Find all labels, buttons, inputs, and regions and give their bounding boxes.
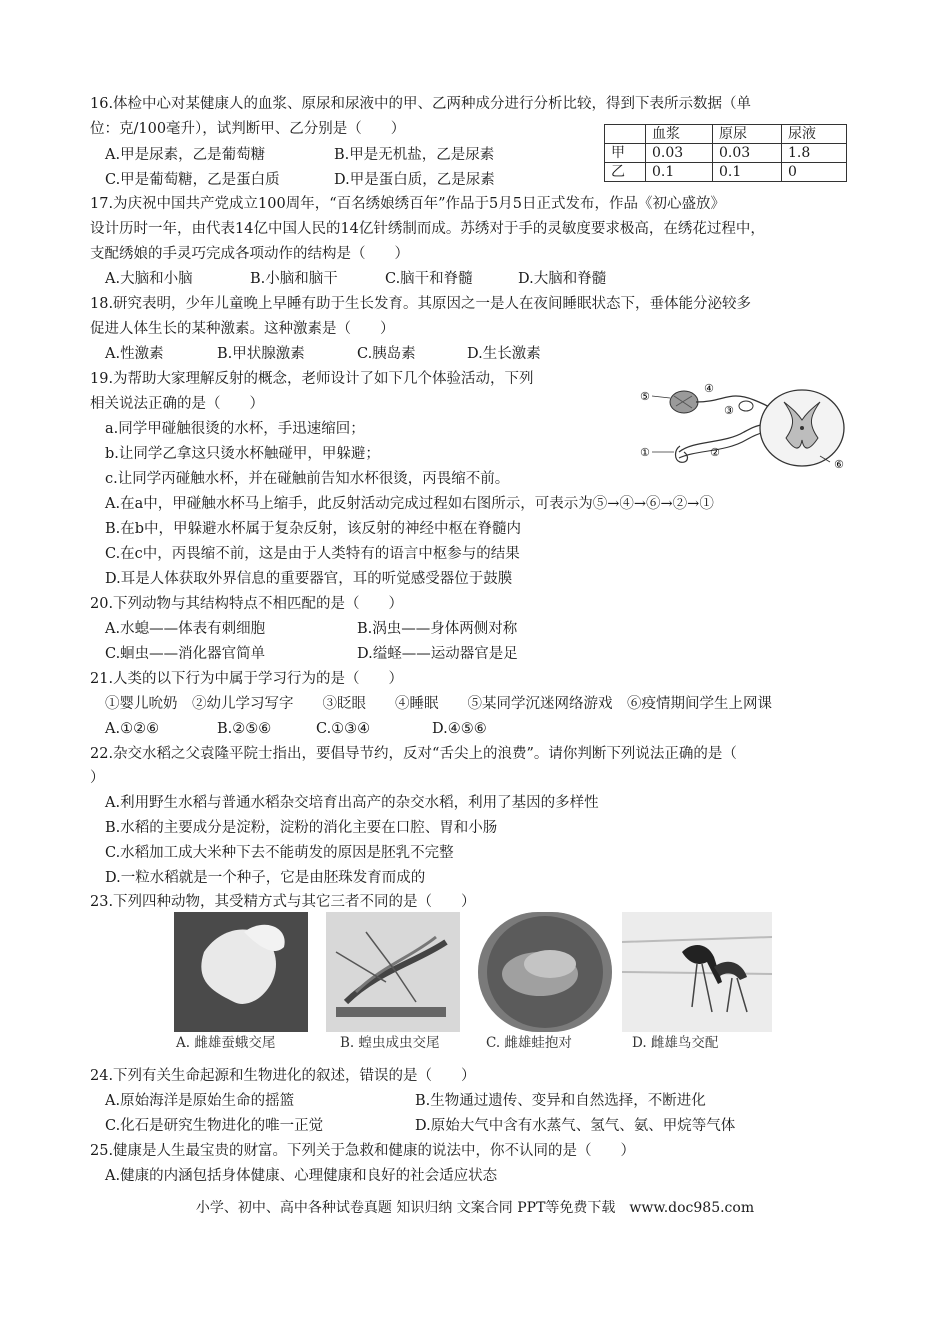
table-cell: 0.03 bbox=[713, 144, 782, 163]
q18-option-d: D.生长激素 bbox=[467, 346, 541, 362]
q18-option-a: A.性激素 bbox=[105, 346, 164, 362]
photo-caption-b: B. 蝗虫成虫交尾 bbox=[340, 1035, 440, 1051]
q16-option-b: B.甲是无机盐，乙是尿素 bbox=[334, 147, 495, 163]
table-header-cell: 尿液 bbox=[782, 125, 847, 144]
frog-photo bbox=[478, 912, 612, 1032]
q21-option-d: D.④⑤⑥ bbox=[432, 721, 487, 737]
q22-option-c: C.水稻加工成大米种下去不能萌发的原因是胚乳不完整 bbox=[105, 845, 454, 861]
q19-option-a: A.在a中，甲碰触水杯马上缩手，此反射活动完成过程如右图所示，可表示为⑤→④→⑥→②→① bbox=[105, 496, 714, 512]
q24-option-a: A.原始海洋是原始生命的摇篮 bbox=[105, 1093, 295, 1109]
locust-photo bbox=[326, 912, 460, 1032]
ganglion-shape bbox=[739, 401, 753, 411]
table-cell: 0.03 bbox=[646, 144, 713, 163]
q17-stem-line1: 17.为庆祝中国共产党成立100周年，“百名绣娘绣百年”作品于5月5日正式发布，作品《初心盛放》 bbox=[90, 196, 726, 212]
silkmoth-photo bbox=[174, 912, 308, 1032]
photo-caption-a: A. 雌雄蚕蛾交尾 bbox=[176, 1035, 276, 1051]
q16-option-a: A.甲是尿素，乙是葡萄糖 bbox=[105, 147, 266, 163]
q16-option-c: C.甲是葡萄糖，乙是蛋白质 bbox=[105, 172, 280, 188]
q22-option-b: B.水稻的主要成分是淀粉，淀粉的消化主要在口腔、胃和小肠 bbox=[105, 820, 498, 836]
q20-option-b: B.涡虫——身体两侧对称 bbox=[357, 621, 518, 637]
table-cell: 乙 bbox=[605, 163, 646, 182]
q22-option-d: D.一粒水稻就是一个种子，它是由胚珠发育而成的 bbox=[105, 870, 426, 886]
q19-activity-b: b.让同学乙拿这只烫水杯触碰甲，甲躲避； bbox=[105, 446, 380, 462]
q19-activity-a: a.同学甲碰触很烫的水杯，手迅速缩回； bbox=[105, 421, 365, 437]
q22-option-a: A.利用野生水稻与普通水稻杂交培育出高产的杂交水稻，利用了基因的多样性 bbox=[105, 795, 599, 811]
table-cell: 0 bbox=[782, 163, 847, 182]
q21-option-b: B.②⑤⑥ bbox=[217, 721, 272, 737]
q24-option-d: D.原始大气中含有水蒸气、氢气、氨、甲烷等气体 bbox=[415, 1118, 736, 1134]
figure-label-5: ⑤ bbox=[640, 390, 650, 403]
q19-option-b: B.在b中，甲躲避水杯属于复杂反射，该反射的神经中枢在脊髓内 bbox=[105, 521, 522, 537]
table-cell: 1.8 bbox=[782, 144, 847, 163]
q24-option-c: C.化石是研究生物进化的唯一正觉 bbox=[105, 1118, 324, 1134]
q22-stem-line1: 22.杂交水稻之父袁隆平院士指出，要倡导节约，反对“舌尖上的浪费”。请你判断下列说法正确的是（ bbox=[90, 746, 737, 762]
q21-stem: 21.人类的以下行为中属于学习行为的是（ ） bbox=[90, 671, 404, 687]
table-header-cell: 原尿 bbox=[713, 125, 782, 144]
reflex-arc-figure bbox=[634, 380, 856, 482]
q21-option-a: A.①②⑥ bbox=[105, 721, 160, 737]
page-footer: 小学、初中、高中各种试卷真题 知识归纳 文案合同 PPT等免费下载 www.doc985.com bbox=[195, 1200, 755, 1216]
photo-caption-d: D. 雌雄鸟交配 bbox=[632, 1035, 719, 1051]
table-cell: 甲 bbox=[605, 144, 646, 163]
spinal-cord-section bbox=[760, 390, 844, 466]
photo-caption-c: C. 雌雄蛙抱对 bbox=[486, 1035, 572, 1051]
q19-option-c: C.在c中，丙畏缩不前，这是由于人类特有的语言中枢参与的结果 bbox=[105, 546, 520, 562]
q17-stem-line2: 设计历时一年，由代表14亿中国人民的14亿针绣制而成。苏绣对于手的灵敏度要求极高，在绣花过程中， bbox=[90, 221, 765, 237]
q16-data-table bbox=[604, 124, 847, 182]
figure-label-2: ② bbox=[710, 446, 720, 459]
q19-option-d: D.耳是人体获取外界信息的重要器官，耳的听觉感受器位于鼓膜 bbox=[105, 571, 513, 587]
q18-option-b: B.甲状腺激素 bbox=[217, 346, 305, 362]
q18-stem-line2: 促进人体生长的某种激素。这种激素是（ ） bbox=[90, 321, 395, 337]
q20-option-c: C.蛔虫——消化器官简单 bbox=[105, 646, 266, 662]
q17-option-a: A.大脑和小脑 bbox=[105, 271, 193, 287]
q21-items: ①婴儿吮奶 ②幼儿学习写字 ③眨眼 ④睡眠 ⑤某同学沉迷网络游戏 ⑥疫情期间学生上网课 bbox=[105, 696, 772, 712]
q24-stem: 24.下列有关生命起源和生物进化的叙述，错误的是（ ） bbox=[90, 1068, 476, 1084]
q25-stem: 25.健康是人生最宝贵的财富。下列关于急救和健康的说法中，你不认同的是（ ） bbox=[90, 1143, 636, 1159]
q16-option-d: D.甲是蛋白质，乙是尿素 bbox=[334, 172, 495, 188]
q18-option-c: C.胰岛素 bbox=[357, 346, 416, 362]
birds-photo bbox=[622, 912, 772, 1032]
q20-option-d: D.缢蛏——运动器官是足 bbox=[357, 646, 518, 662]
table-header-cell: 血浆 bbox=[646, 125, 713, 144]
q24-option-b: B.生物通过遗传、变异和自然选择，不断进化 bbox=[415, 1093, 706, 1109]
q17-stem-line3: 支配绣娘的手灵巧完成各项动作的结构是（ ） bbox=[90, 246, 409, 262]
effector-muscle-shape bbox=[670, 391, 698, 413]
q17-option-c: C.脑干和脊髓 bbox=[385, 271, 473, 287]
table-cell bbox=[605, 125, 646, 144]
q20-stem: 20.下列动物与其结构特点不相匹配的是（ ） bbox=[90, 596, 404, 612]
q19-activity-c: c.让同学丙碰触水杯，并在碰触前告知水杯很烫，丙畏缩不前。 bbox=[105, 471, 510, 487]
figure-label-4: ④ bbox=[704, 382, 714, 395]
table-row bbox=[605, 163, 847, 182]
q21-option-c: C.①③④ bbox=[316, 721, 371, 737]
q19-stem-line2: 相关说法正确的是（ ） bbox=[90, 396, 264, 412]
figure-label-3: ③ bbox=[724, 404, 734, 417]
q16-stem-line2: 位：克/100毫升），试判断甲、乙分别是（ ） bbox=[90, 121, 406, 137]
q17-option-d: D.大脑和脊髓 bbox=[518, 271, 607, 287]
q23-stem: 23.下列四种动物，其受精方式与其它三者不同的是（ ） bbox=[90, 894, 476, 910]
q23-photo-row bbox=[170, 912, 774, 1058]
table-row bbox=[605, 144, 847, 163]
leader-line bbox=[652, 396, 670, 398]
q25-option-a: A.健康的内涵包括身体健康、心理健康和良好的社会适应状态 bbox=[105, 1168, 498, 1184]
table-cell: 0.1 bbox=[713, 163, 782, 182]
q22-stem-line2: ） bbox=[90, 770, 105, 786]
q16-stem-line1: 16.体检中心对某健康人的血浆、原尿和尿液中的甲、乙两种成分进行分析比较，得到下表所示数据（单 bbox=[90, 96, 752, 112]
table-cell: 0.1 bbox=[646, 163, 713, 182]
table-header-row bbox=[605, 125, 847, 144]
q17-option-b: B.小脑和脑干 bbox=[250, 271, 338, 287]
figure-label-6: ⑥ bbox=[834, 458, 844, 471]
q20-option-a: A.水螅——体表有刺细胞 bbox=[105, 621, 266, 637]
q19-stem-line1: 19.为帮助大家理解反射的概念，老师设计了如下几个体验活动，下列 bbox=[90, 371, 534, 387]
q18-stem-line1: 18.研究表明，少年儿童晚上早睡有助于生长发育。其原因之一是人在夜间睡眠状态下，垂体能分泌较多 bbox=[90, 296, 752, 312]
figure-label-1: ① bbox=[640, 446, 650, 459]
